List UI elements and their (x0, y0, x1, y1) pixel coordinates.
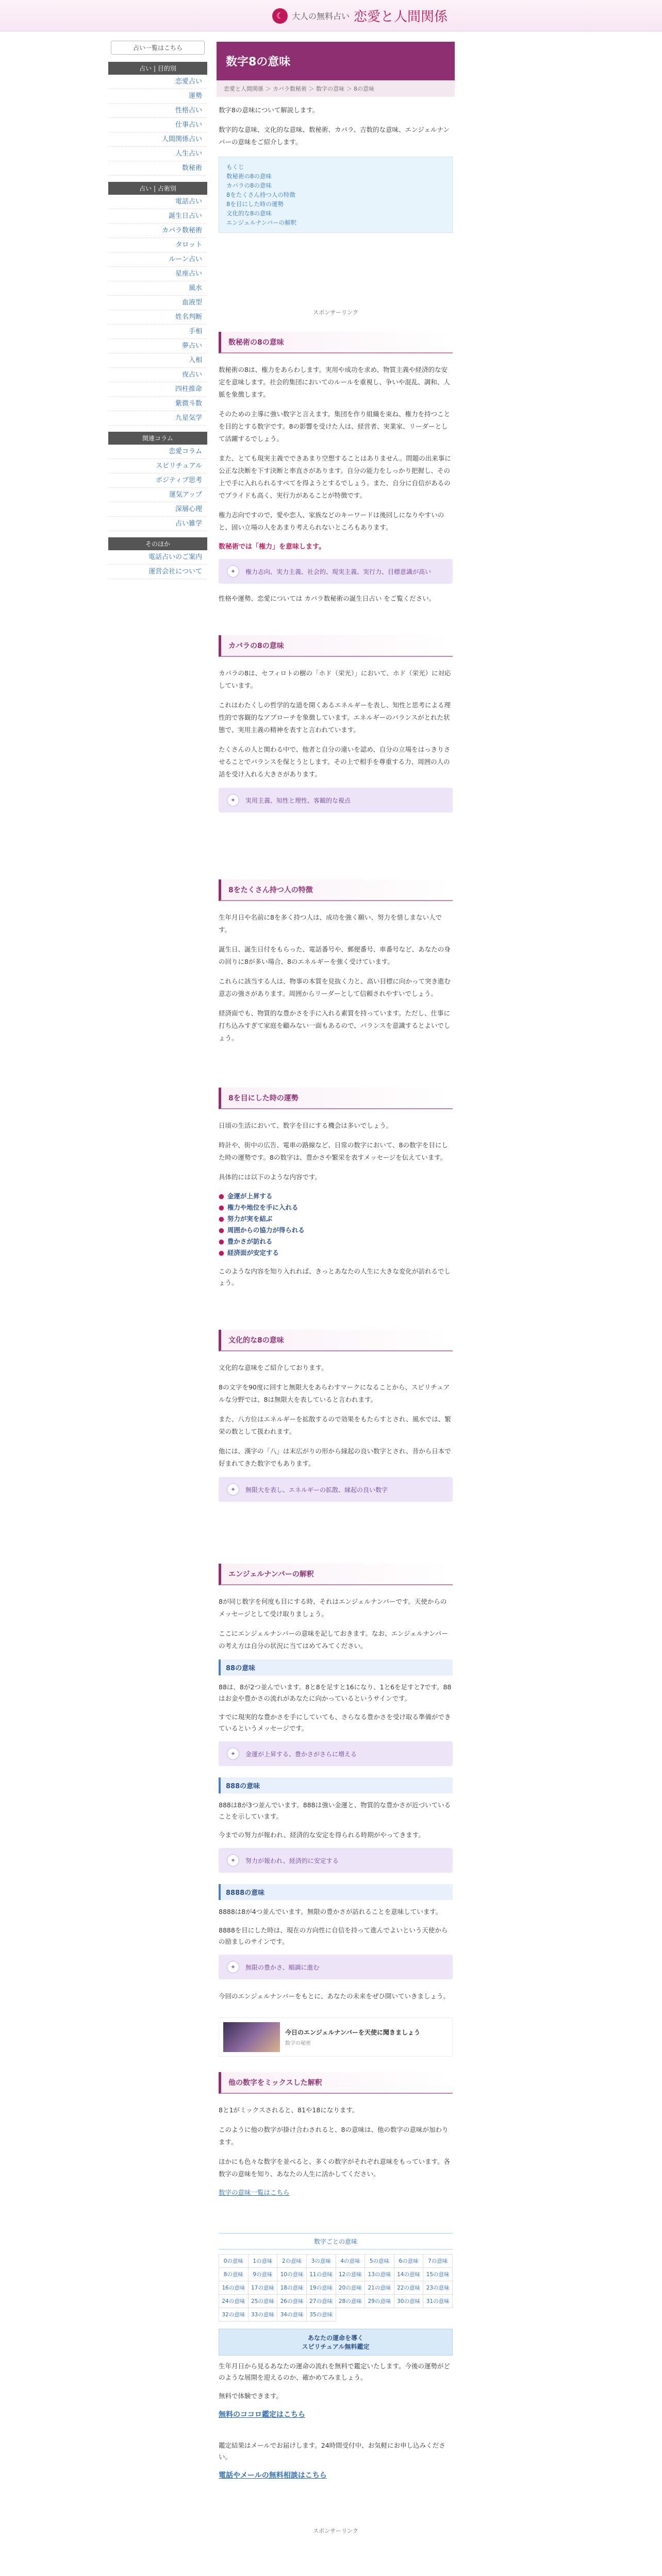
spacer (219, 2057, 453, 2072)
section-heading: 文化的な8の意味 (219, 1330, 453, 1351)
promo-banner-text: あなたの運命を導く スピリチュアル無料鑑定 (302, 2334, 370, 2350)
paragraph: 数秘術の8は、権力をあらわします。実用や成功を求め、物質主義や経済的な安定を意味します。社会的集団においてのルールを重視し、争いや混乱、調和、人脈を象徴します。 (219, 366, 450, 398)
sidebar-item[interactable]: 恋愛占い (108, 75, 207, 89)
paragraph: これらに該当する人は、物事の本質を見抜く力と、高い目標に向かって突き進む意志の強さがあります。周囲からリーダーとして信頼されやすいでしょう。 (219, 977, 451, 997)
spacer (219, 1109, 453, 1120)
number-meaning-link[interactable]: 2の意味 (277, 2255, 307, 2268)
summary-callout (219, 1741, 453, 1766)
section-heading: 8を目にした時の運勢 (219, 1088, 453, 1109)
number-meaning-link[interactable]: 22の意味 (394, 2281, 424, 2295)
sidebar-item[interactable]: 人生占い (108, 147, 207, 161)
number-meaning-link[interactable]: 21の意味 (365, 2281, 394, 2295)
spacer (219, 2094, 453, 2104)
number-meaning-link[interactable]: 32の意味 (219, 2308, 249, 2321)
free-reading-link[interactable]: 無料のココロ鑑定はこちら (219, 2411, 305, 2419)
number-meaning-link[interactable]: 31の意味 (423, 2295, 453, 2308)
summary-callout (219, 559, 453, 584)
paragraph: 今までの努力が報われ、経済的な安定を得られる時期がやってきます。 (219, 1831, 425, 1839)
sponsor-label-bottom: スポンサーリンク (313, 2528, 358, 2534)
summary-callout (219, 1477, 453, 1502)
article-thumbnail (223, 2022, 280, 2052)
card-text (285, 2028, 420, 2046)
sidebar-item[interactable]: 血液型 (108, 296, 207, 310)
summary-callout (219, 1955, 453, 1979)
number-meaning-link[interactable]: 18の意味 (277, 2281, 307, 2295)
site-logo[interactable] (272, 6, 448, 25)
sidebar-item[interactable]: 数秘術 (108, 161, 207, 176)
sidebar-item[interactable]: 夢占い (108, 339, 207, 353)
paragraph: 性格や運勢、恋愛については カバラ数秘術の誕生日占い をご覧ください。 (219, 595, 436, 602)
section-heading: カバラの8の意味 (219, 635, 453, 657)
list-item-text: 権力や地位を手に入れる (227, 1204, 299, 1211)
sidebar-item[interactable]: 占い雑学 (108, 517, 207, 531)
crescent-moon-icon: ☾ (272, 8, 288, 24)
lightbulb-icon: ✦ (227, 1961, 239, 1973)
paragraph: これはわたくしの哲学的な道を開くあるエネルギーを表し、知性と思考による理性的で客観的なアプローチを象徴しています。エネルギーのバランスがとれた状態で、実用主義の精神を表すと言われています。 (219, 701, 451, 734)
summary-callout (219, 788, 453, 812)
spacer (219, 657, 453, 667)
toc-title: もくじ (226, 163, 244, 171)
sidebar-item[interactable]: 人間関係占い (108, 132, 207, 147)
callout-text: 実用主義、知性と理性、客観的な視点 (245, 796, 351, 804)
sidebar-item[interactable]: 紫微斗数 (108, 397, 207, 411)
lightbulb-icon: ✦ (227, 1854, 239, 1867)
lightbulb-icon: ✦ (227, 565, 239, 578)
sidebar-item[interactable]: 誕生日占い (108, 209, 207, 224)
number-meaning-link[interactable]: 34の意味 (277, 2308, 307, 2321)
bullet-icon: ● (219, 1238, 224, 1245)
spacer (219, 1793, 453, 1800)
spacer (219, 241, 453, 308)
main-content (207, 31, 455, 2576)
toc-link[interactable]: 文化的な8の意味 (226, 210, 272, 217)
number-meaning-link[interactable]: 28の意味 (336, 2295, 366, 2308)
bullet-icon: ● (219, 1215, 224, 1223)
number-meaning-link[interactable]: 10の意味 (277, 2268, 307, 2281)
spacer (219, 1979, 453, 1991)
sidebar-item[interactable]: タロット (108, 238, 207, 252)
numerology-keyword-link[interactable]: 数秘術では「権力」を意味します。 (219, 543, 325, 551)
number-meaning-link[interactable]: 11の意味 (307, 2268, 336, 2281)
toc-link[interactable]: カバラの8の意味 (226, 182, 272, 189)
number-meaning-link[interactable]: 14の意味 (394, 2268, 424, 2281)
lightbulb-icon: ✦ (227, 1748, 239, 1760)
bullet-icon: ● (219, 1226, 224, 1234)
sidebar-group-heading: 占い | 占術別 (108, 182, 207, 195)
toc-link[interactable]: 数秘術の8の意味 (226, 173, 272, 180)
number-meaning-link[interactable]: 5の意味 (365, 2255, 394, 2268)
subsection-heading: 8888の意味 (219, 1884, 453, 1900)
spacer (219, 1900, 453, 1906)
number-meaning-link[interactable]: 8の意味 (219, 2268, 249, 2281)
subsection-heading: 88の意味 (219, 1659, 453, 1675)
number-meaning-link[interactable]: 6の意味 (394, 2255, 424, 2268)
number-meaning-link[interactable]: 25の意味 (249, 2295, 278, 2308)
spacer (219, 2355, 453, 2361)
spacer (219, 1502, 453, 1564)
sidebar-item[interactable]: 仕事占い (108, 118, 207, 132)
spacer (219, 1351, 453, 1362)
spacer (219, 2197, 453, 2233)
list-item (219, 1247, 453, 1259)
number-meaning-link[interactable]: 3の意味 (307, 2255, 336, 2268)
number-meaning-link[interactable]: 16の意味 (219, 2281, 249, 2295)
paragraph: すでに現実的な豊かさを手にしていても、さらなる豊かさを受け取る準備ができているというメッセージです。 (219, 1713, 451, 1732)
sidebar-item[interactable]: 運勢 (108, 89, 207, 104)
card-title: 今日のエンジェルナンバーを天使に聞きましょう (285, 2029, 421, 2036)
paragraph: 888は8が3つ並んでいます。888は強い金運と、物質的な豊かさが近づいていることを示しています。 (219, 1801, 451, 1820)
paragraph: 数字8の意味について解説します。 (219, 106, 319, 114)
paragraph: ここにエンジェルナンバーの意味を記しておきます。なお、エンジェルナンバーの考え方は自分の状況に当てはめてみてください。 (219, 1630, 448, 1650)
summary-callout (219, 1848, 453, 1873)
paragraph: このような内容を知り入れれば、きっとあなたの人生に大きな変化が訪れるでしょう。 (219, 1267, 451, 1286)
paragraph: 8888は8が4つ並んでいます。無限の豊かさが訪れることを意味しています。 (219, 1908, 442, 1916)
spacer (219, 2002, 453, 2018)
site-header (0, 0, 662, 31)
spacer (219, 316, 453, 332)
number-list-link[interactable]: 数字の意味一覧はこちら (219, 2189, 290, 2196)
list-item (219, 1236, 453, 1247)
number-meaning-link[interactable]: 1の意味 (249, 2255, 278, 2268)
spacer (219, 2321, 453, 2329)
number-meaning-link[interactable]: 7の意味 (423, 2255, 453, 2268)
paragraph: 8888を目にした時は、現在の方向性に自信を持って進んでよいという天使からの励ましのサインです。 (219, 1926, 448, 1945)
number-meaning-link[interactable]: 26の意味 (277, 2295, 307, 2308)
paragraph: ほかにも色々な数字を並べると、多くの数字がそれぞれ意味をもっています。各数字の意味を知り、あなたの人生に活かしてください。 (219, 2158, 451, 2178)
number-meaning-link[interactable]: 19の意味 (307, 2281, 336, 2295)
bullet-icon: ● (219, 1204, 224, 1211)
sidebar-group-heading: 関連コラム (108, 432, 207, 445)
spacer (219, 353, 453, 364)
sponsor-label: スポンサーリンク (313, 309, 358, 316)
sidebar-item[interactable]: 入相 (108, 353, 207, 368)
list-item-text: 経済面が安定する (227, 1249, 279, 1257)
sidebar-item[interactable]: 電話占いのご案内 (108, 550, 207, 565)
spacer (219, 1259, 453, 1266)
callout-text: 無限大を表し、エネルギーの拡散、縁起の良い数字 (245, 1486, 388, 1494)
number-meaning-link[interactable]: 29の意味 (365, 2295, 394, 2308)
paragraph: カバラの8は、セフィロトの樹の「ホド（栄光）」において、ホド（栄光）に対応しています。 (219, 669, 451, 689)
spacer (219, 1873, 453, 1884)
spacer (219, 1766, 453, 1777)
number-meaning-link[interactable]: 15の意味 (423, 2268, 453, 2281)
list-item (219, 1213, 453, 1225)
section-heading: エンジェルナンバーの解釈 (219, 1564, 453, 1585)
spacer (219, 584, 453, 593)
paragraph: 数字的な意味、文化的な意味、数秘術、カバラ、吉数的な意味、エンジェルナンバーの意味をご紹介します。 (219, 126, 450, 146)
table-of-contents (219, 157, 453, 233)
section-heading: 8をたくさん持つ人の特徴 (219, 879, 453, 901)
list-item (219, 1191, 453, 1202)
sidebar-item[interactable]: 運営会社について (108, 565, 207, 579)
sidebar-item[interactable]: 風水 (108, 281, 207, 296)
breadcrumb[interactable]: 恋愛と人間関係 ＞ カバラ数秘術 ＞ 数字の意味 ＞ 8の意味 (217, 80, 455, 97)
list-item-text: 努力が実を結ぶ (227, 1215, 273, 1223)
section-heading: 数秘術の8の意味 (219, 332, 453, 353)
lightbulb-icon: ✦ (227, 794, 239, 806)
sidebar-item[interactable]: ポジティブ思考 (108, 473, 207, 488)
numbers-heading: 数字ごとの意味 (219, 2233, 453, 2250)
paragraph: 権力志向ですので、愛や恋人、家族などのキーワードは後回しになりやすいのと、固い立場の人をあまり考えられないところもあります。 (219, 511, 444, 531)
bullet-icon: ● (219, 1192, 224, 1200)
sidebar-item[interactable]: 四柱推命 (108, 382, 207, 397)
paragraph: 時計や、街中の広告、電車の路線など、日常の数字において、8の数字を目にした時の運勢です。8の数字は、豊かさや繁栄を表すメッセージを伝えています。 (219, 1141, 448, 1161)
free-consultation-link[interactable]: 電話やメールの無料相談はこちら (219, 2471, 327, 2480)
paragraph: 生年月日や名前に8を多く持つ人は、成功を強く願い、努力を惜しまない人です。 (219, 913, 442, 934)
number-meaning-link[interactable]: 4の意味 (336, 2255, 366, 2268)
paragraph: 他には、漢字の「八」は末広がりの形から縁起の良い数字とされ、昔から日本で好まれてきた数字でもあります。 (219, 1447, 451, 1467)
paragraph: 88は、8が2つ並んでいます。8と8を足すと16になり、1と6を足すと7です。88はお金や豊かさの流れがあなたに向かっているというサインです。 (219, 1683, 452, 1702)
paragraph: また、とても現実主義でできあまり空想することはありません。問題の出来事に公正な決断を下す決断と率直さがあります。自分の能力をしっかり把握し、その上で手に入れられるすべてを得ようとするでしょう。また、自分に自信があるのでプライドも高く、実行力があることが特徴です。 (219, 454, 451, 499)
fortune-list (219, 1191, 453, 1259)
promo-banner (219, 2329, 453, 2355)
number-meaning-link[interactable]: 35の意味 (307, 2308, 336, 2321)
number-meaning-grid (219, 2254, 453, 2321)
paragraph: 具体的には以下のような内容です。 (219, 1173, 322, 1181)
lightbulb-icon: ✦ (227, 1483, 239, 1496)
sidebar-item[interactable]: ルーン占い (108, 252, 207, 267)
spacer (219, 2419, 453, 2440)
sidebar-item[interactable]: 星座占い (108, 267, 207, 281)
paragraph: 誕生日、誕生日付をもらった、電話番号や、郵便番号、車番号など、あなたの身の回りに8が多い場合、8のエネルギーを強く受けています。 (219, 945, 451, 965)
spacer (219, 1675, 453, 1682)
list-item-text: 金運が上昇する (227, 1192, 273, 1200)
paragraph: このように他の数字が掛け合わされると、8の意味は、他の数字の意味が加わります。 (219, 2126, 449, 2146)
number-meaning-link[interactable]: 20の意味 (336, 2281, 366, 2295)
number-meaning-link[interactable]: 9の意味 (249, 2268, 278, 2281)
paragraph: たくさんの人と関わる中で、他者と自分の違いを認め、自分の立場をはっきりさせることでバランスを保とうとします。その上で相手を尊重する力、周囲の人の話を受け入れる大きさがあります。 (219, 745, 451, 778)
sidebar-item[interactable]: スピリチュアル (108, 459, 207, 473)
number-meaning-link[interactable]: 12の意味 (336, 2268, 366, 2281)
sidebar-item[interactable]: 姓名判断 (108, 310, 207, 325)
sidebar-menu (108, 41, 207, 579)
sidebar-item[interactable]: 九星気学 (108, 411, 207, 426)
number-meaning-link[interactable]: 13の意味 (365, 2268, 394, 2281)
page-title: 数字8の意味 (217, 42, 455, 80)
spacer (219, 2480, 453, 2527)
callout-text: 金運が上昇する、豊かさがさらに増える (245, 1750, 357, 1758)
callout-text: 権力志向、実力主義、社会的、現実主義、実行力、目標意識が高い (245, 568, 432, 575)
paragraph: 鑑定結果はメールでお届けします。24時間受付中、お気軽にお申し込みください。 (219, 2442, 445, 2461)
paragraph: 経済面でも、物質的な豊かさを手に入れる素質を持っています。ただし、仕事に打ち込みすぎて家庭を顧みない一面もあるので、バランスを意識するとよいでしょう。 (219, 1009, 451, 1042)
paragraph: 8が同じ数字を何度も目にする時、それはエンジェルナンバーです。天使からのメッセージとして受け取りましょう。 (219, 1598, 447, 1618)
subsection-heading: 888の意味 (219, 1777, 453, 1793)
sidebar-item[interactable]: 性格占い (108, 104, 207, 118)
paragraph: そのための主導に強い数字と言えます。集団を作り組織を束ね、権力を持つことを目的とする数字です。8の影響を受けた人は、経営者、実業家、リーダーとして活躍するでしょう。 (219, 410, 451, 443)
list-item-text: 周囲からの協力が得られる (227, 1226, 305, 1234)
spacer (219, 901, 453, 911)
callout-text: 努力が報われ、経済的に安定する (245, 1857, 339, 1865)
related-article-card[interactable] (219, 2018, 453, 2057)
toc-link[interactable]: エンジェルナンバーの解釈 (226, 219, 297, 226)
paragraph: 8と1がミックスされると、81や18になります。 (219, 2106, 359, 2114)
site-title: 恋愛と人間関係 (354, 9, 448, 25)
paragraph: 日頃の生活において、数字を目にする機会は多いでしょう。 (219, 1122, 393, 1129)
toc-link[interactable]: 8を目にした時の運勢 (226, 200, 284, 208)
sidebar-group-heading: そのほか (108, 537, 207, 550)
paragraph: 今回のエンジェルナンバーをもとに、あなたの未来をぜひ開いていきましょう。 (219, 1992, 450, 2000)
number-meaning-link[interactable]: 27の意味 (307, 2295, 336, 2308)
toc-link[interactable]: 8をたくさん持つ人の特徴 (226, 191, 295, 198)
sidebar-group-heading: 占い | 目的別 (108, 62, 207, 75)
number-meaning-link[interactable]: 30の意味 (394, 2295, 424, 2308)
spacer (219, 1289, 453, 1330)
site-subtitle: 大人の無料占い (292, 11, 350, 21)
sidebar-item[interactable]: 運気アップ (108, 488, 207, 502)
fortune-list-button[interactable]: 占い一覧はこちら (111, 41, 205, 55)
section-heading: 他の数字をミックスした解釈 (219, 2072, 453, 2094)
list-item (219, 1225, 453, 1236)
spacer (219, 812, 453, 879)
paragraph: 文化的な意味をご紹介しております。 (219, 1364, 328, 1371)
bullet-icon: ● (219, 1249, 224, 1257)
number-meaning-link[interactable]: 0の意味 (219, 2255, 249, 2268)
card-subtitle: 数字の秘密 (285, 2041, 311, 2046)
sidebar-item[interactable]: 恋愛コラム (108, 445, 207, 459)
sidebar (0, 31, 207, 2576)
paragraph: 無料で体験できます。 (219, 2392, 283, 2400)
paragraph: 生年月日から見るあなたの運命の流れを無料で鑑定いたします。今後の運勢がどのような展開を迎えるのか、確かめてみましょう。 (219, 2362, 451, 2381)
number-meaning-link[interactable]: 33の意味 (249, 2308, 278, 2321)
sidebar-item[interactable]: カバラ数秘術 (108, 224, 207, 238)
number-meaning-link[interactable]: 23の意味 (423, 2281, 453, 2295)
sidebar-item[interactable]: 手相 (108, 325, 207, 339)
number-meaning-link[interactable]: 24の意味 (219, 2295, 249, 2308)
number-meaning-link[interactable]: 17の意味 (249, 2281, 278, 2295)
sidebar-item[interactable]: 夜占い (108, 368, 207, 382)
spacer (219, 1052, 453, 1088)
paragraph: また、八方位はエネルギーを拡散するので効果をもたらすとされ、風水では、繁栄の数として扱われます。 (219, 1415, 451, 1435)
spacer (219, 604, 453, 635)
list-item (219, 1202, 453, 1213)
spacer (219, 1585, 453, 1596)
spacer (219, 2463, 453, 2470)
paragraph: 8の文字を90度に回すと無限大をあらわすマークになることから、スピリチュアルな分野では、8は無限大を表していると言われます。 (219, 1383, 450, 1403)
callout-text: 無限の豊かさ、順調に進む (245, 1963, 320, 1971)
sidebar-item[interactable]: 深層心理 (108, 502, 207, 517)
list-item-text: 豊かさが訪れる (227, 1238, 273, 1245)
sidebar-item[interactable]: 電話占い (108, 195, 207, 209)
